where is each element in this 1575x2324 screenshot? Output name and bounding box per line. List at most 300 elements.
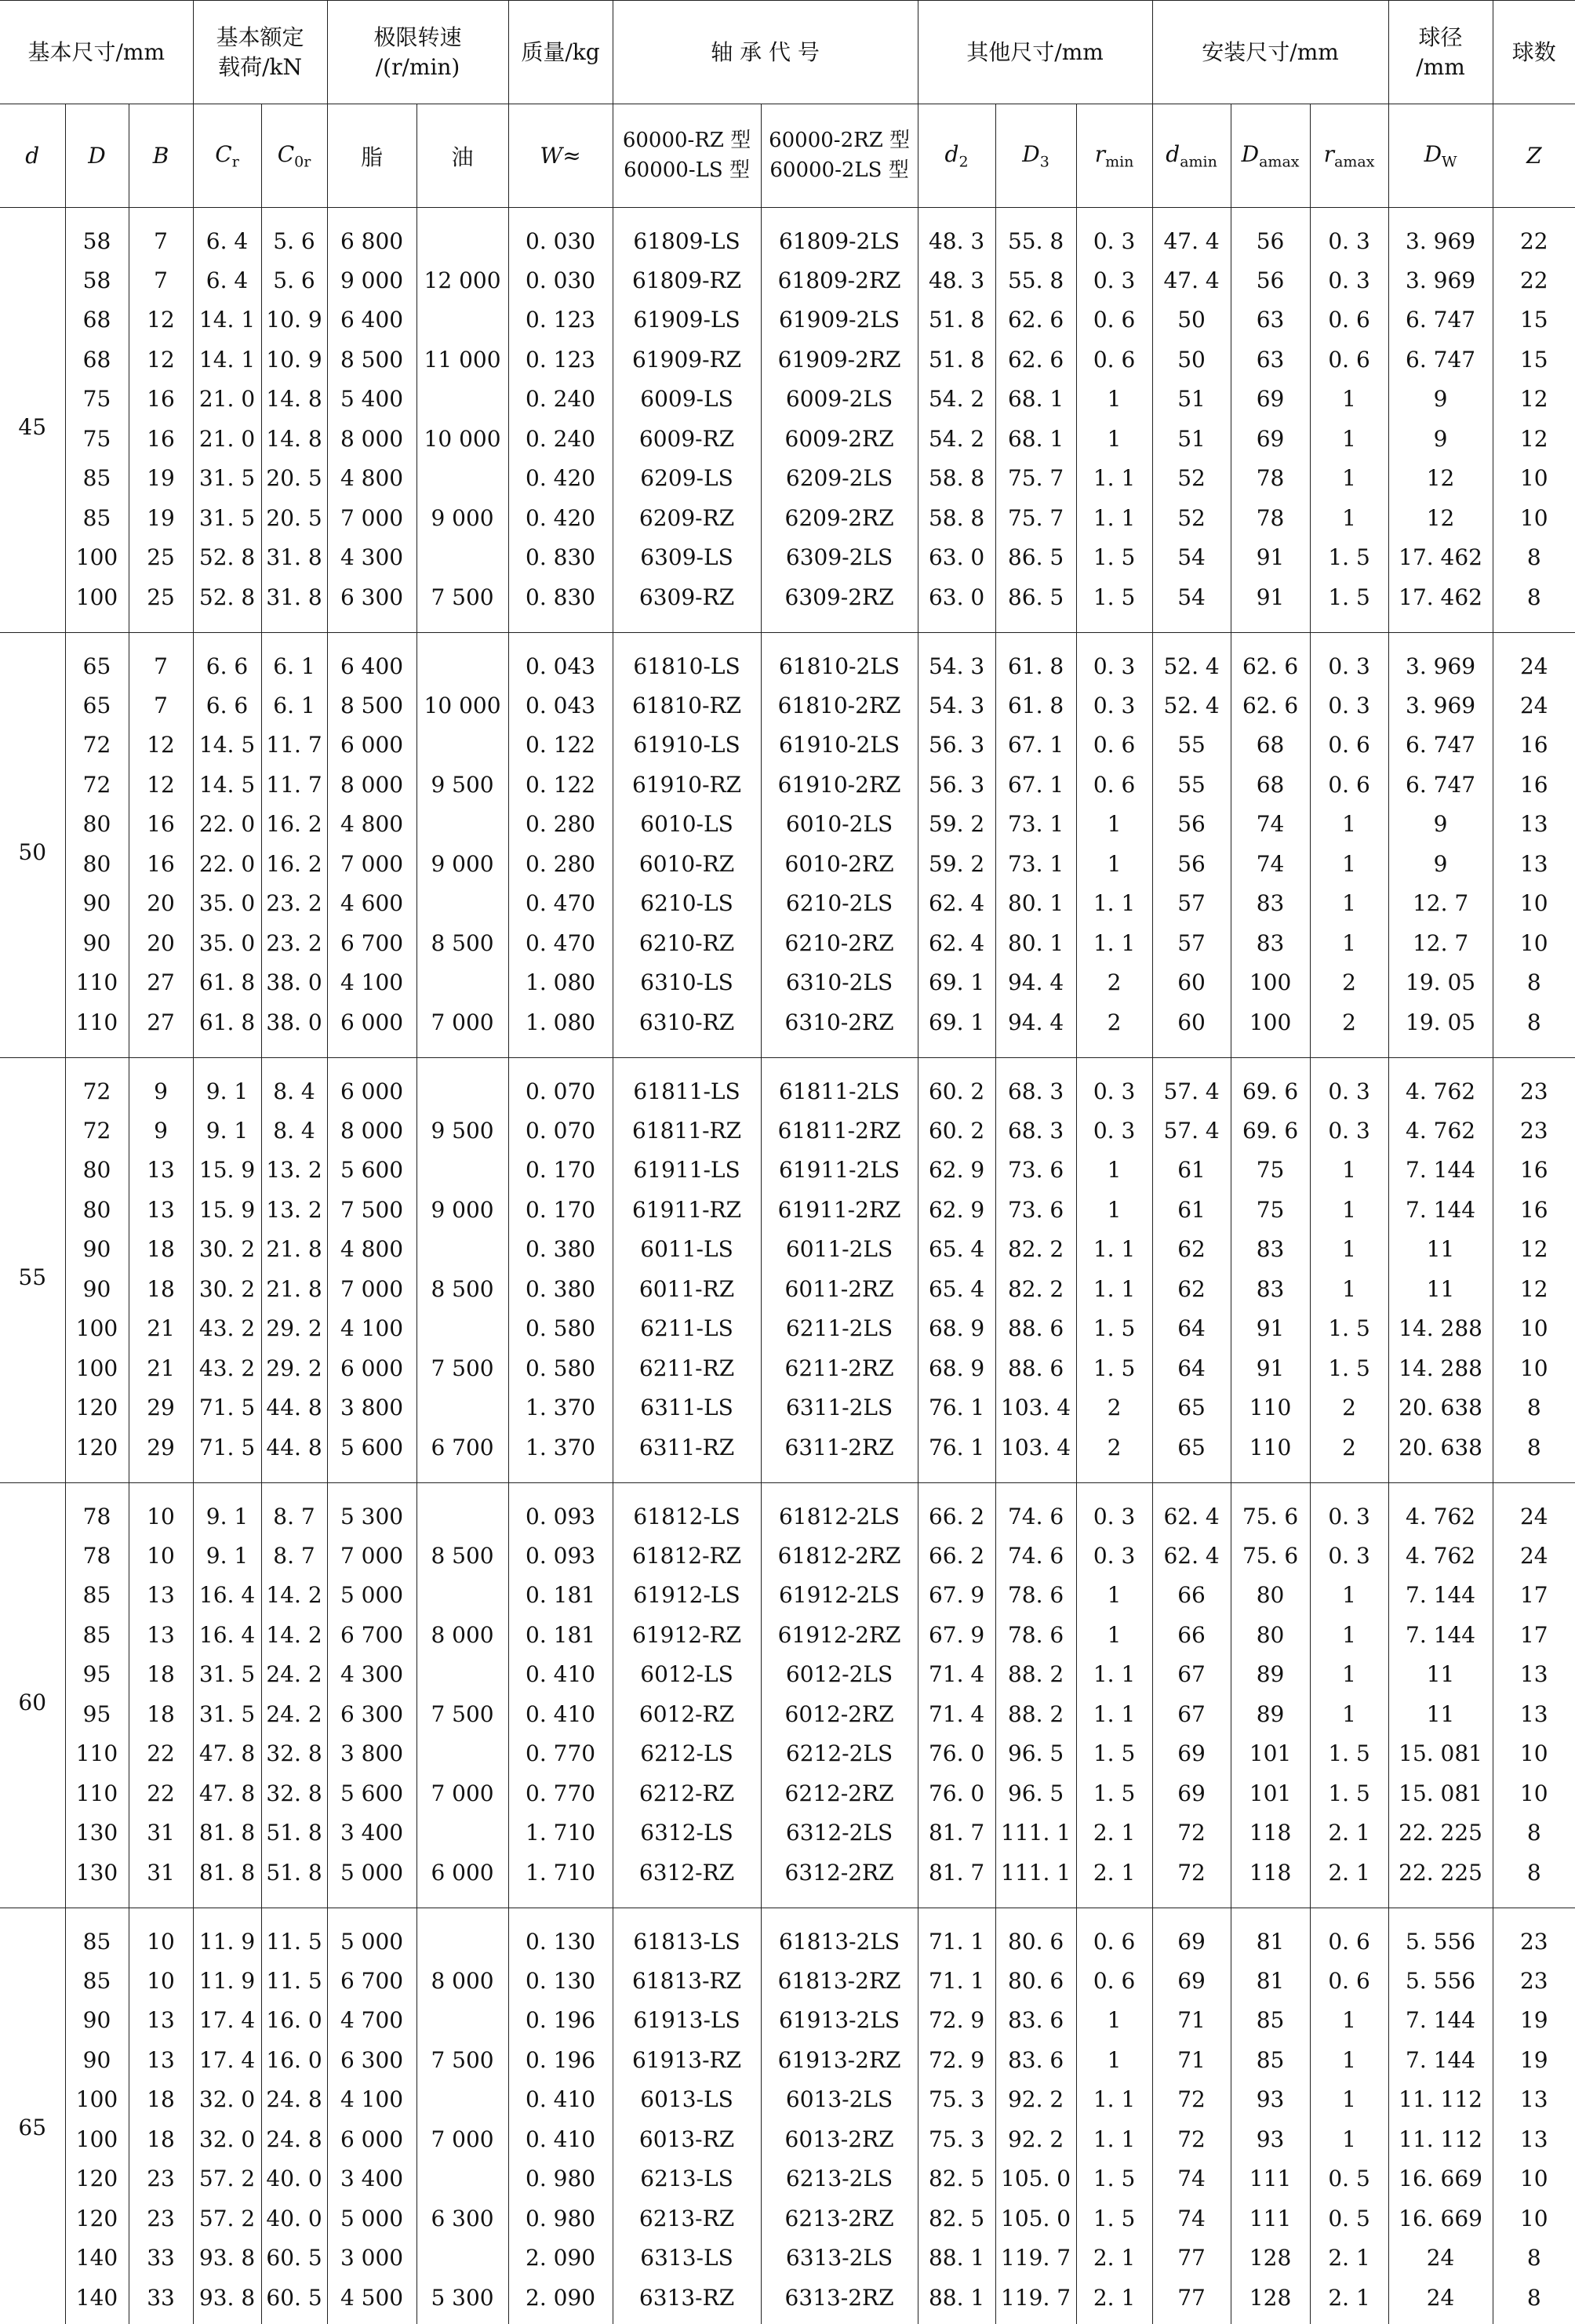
- cell-ramax: 1: [1310, 1655, 1388, 1695]
- cell-ball-diameter: 5. 556: [1388, 1908, 1493, 1962]
- cell-code-double: 6309-2LS: [761, 538, 918, 578]
- cell-D3: 78. 6: [995, 1615, 1076, 1655]
- cell-grease-speed: 6 000: [327, 1058, 416, 1111]
- cell-oil-speed: [416, 1813, 508, 1853]
- cell-D3: 80. 6: [995, 1961, 1076, 2001]
- header-row-sub: [0, 104, 1575, 208]
- cell-D: 72: [65, 1058, 129, 1111]
- cell-ball-count: 13: [1493, 844, 1575, 884]
- cell-code-double: 6213-2RZ: [761, 2199, 918, 2239]
- cell-code-double: 6010-2RZ: [761, 844, 918, 884]
- cell-oil-speed: 6 300: [416, 2199, 508, 2239]
- cell-rmin: 2. 1: [1076, 1813, 1152, 1853]
- cell-d2: 71. 4: [918, 1694, 995, 1734]
- cell-code-double: 6213-2LS: [761, 2159, 918, 2199]
- cell-B: 18: [129, 1269, 193, 1309]
- cell-D3: 88. 6: [995, 1348, 1076, 1388]
- cell-code-single: 6310-LS: [613, 963, 761, 1003]
- cell-damin: 55: [1152, 765, 1231, 805]
- cell-grease-speed: 9 000: [327, 260, 416, 300]
- cell-Damax: 75: [1231, 1151, 1310, 1191]
- cell-damin: 61: [1152, 1190, 1231, 1230]
- cell-mass: 0. 030: [508, 208, 613, 261]
- cell-D3: 75. 7: [995, 459, 1076, 499]
- cell-ball-count: 16: [1493, 765, 1575, 805]
- cell-mass: 0. 280: [508, 844, 613, 884]
- cell-oil-speed: [416, 2239, 508, 2279]
- cell-rmin: 0. 6: [1076, 300, 1152, 340]
- cell-code-double: 6312-2RZ: [761, 1853, 918, 1908]
- cell-d2: 65. 4: [918, 1269, 995, 1309]
- cell-grease-speed: 6 800: [327, 208, 416, 261]
- cell-D: 58: [65, 260, 129, 300]
- cell-mass: 0. 130: [508, 1908, 613, 1962]
- cell-code-single: 6009-LS: [613, 380, 761, 420]
- cell-ball-count: 13: [1493, 805, 1575, 845]
- cell-D3: 83. 6: [995, 2040, 1076, 2080]
- cell-C0r: 5. 6: [261, 208, 327, 261]
- cell-Cr: 17. 4: [193, 2001, 261, 2041]
- cell-ball-diameter: 11: [1388, 1230, 1493, 1270]
- cell-D3: 80. 6: [995, 1908, 1076, 1962]
- cell-Cr: 14. 1: [193, 340, 261, 380]
- cell-rmin: 1. 1: [1076, 1269, 1152, 1309]
- cell-damin: 47. 4: [1152, 208, 1231, 261]
- cell-oil-speed: 10 000: [416, 419, 508, 459]
- cell-D: 65: [65, 633, 129, 686]
- cell-d2: 60. 2: [918, 1111, 995, 1151]
- cell-Cr: 9. 1: [193, 1058, 261, 1111]
- cell-ramax: 0. 6: [1310, 1908, 1388, 1962]
- table-row: [0, 1190, 1575, 1230]
- cell-code-double: 61911-2RZ: [761, 1190, 918, 1230]
- cell-D: 80: [65, 844, 129, 884]
- cell-B: 7: [129, 686, 193, 726]
- cell-grease-speed: 5 600: [327, 1773, 416, 1813]
- cell-oil-speed: [416, 2159, 508, 2199]
- cell-C0r: 13. 2: [261, 1190, 327, 1230]
- cell-ball-count: 10: [1493, 1348, 1575, 1388]
- cell-D: 85: [65, 1576, 129, 1616]
- header-mass: 质量/kg: [508, 1, 613, 104]
- cell-mass: 0. 070: [508, 1111, 613, 1151]
- cell-rmin: 1: [1076, 1615, 1152, 1655]
- cell-rmin: 1: [1076, 805, 1152, 845]
- cell-rmin: 1. 5: [1076, 538, 1152, 578]
- cell-ball-count: 17: [1493, 1576, 1575, 1616]
- table-row: [0, 1309, 1575, 1349]
- cell-ball-diameter: 20. 638: [1388, 1388, 1493, 1428]
- cell-ball-diameter: 11: [1388, 1269, 1493, 1309]
- cell-damin: 71: [1152, 2040, 1231, 2080]
- table-row: [0, 2199, 1575, 2239]
- cell-damin: 62. 4: [1152, 1536, 1231, 1576]
- cell-Cr: 9. 1: [193, 1111, 261, 1151]
- cell-ball-diameter: 9: [1388, 380, 1493, 420]
- cell-code-double: 6011-2LS: [761, 1230, 918, 1270]
- cell-D: 85: [65, 1961, 129, 2001]
- cell-Damax: 68: [1231, 765, 1310, 805]
- cell-grease-speed: 6 000: [327, 2119, 416, 2159]
- cell-grease-speed: 3 800: [327, 1388, 416, 1428]
- cell-mass: 1. 370: [508, 1388, 613, 1428]
- cell-D3: 73. 1: [995, 844, 1076, 884]
- cell-B: 13: [129, 1190, 193, 1230]
- cell-rmin: 1. 5: [1076, 1773, 1152, 1813]
- cell-D3: 82. 2: [995, 1269, 1076, 1309]
- cell-ball-count: 15: [1493, 300, 1575, 340]
- cell-mass: 0. 980: [508, 2199, 613, 2239]
- cell-ramax: 1. 5: [1310, 1309, 1388, 1349]
- cell-B: 23: [129, 2159, 193, 2199]
- cell-code-double: 6012-2RZ: [761, 1694, 918, 1734]
- header-Z: Z: [1493, 104, 1575, 208]
- cell-rmin: 2: [1076, 963, 1152, 1003]
- cell-ball-diameter: 7. 144: [1388, 1576, 1493, 1616]
- cell-code-single: 61910-LS: [613, 726, 761, 766]
- cell-ball-diameter: 24: [1388, 2239, 1493, 2279]
- cell-B: 18: [129, 1230, 193, 1270]
- header-Cr: $C_r$: [193, 104, 261, 208]
- cell-B: 21: [129, 1309, 193, 1349]
- cell-Cr: 11. 9: [193, 1961, 261, 2001]
- cell-B: 13: [129, 2040, 193, 2080]
- cell-code-single: 61811-LS: [613, 1058, 761, 1111]
- header-damin: $d_{amin}$: [1152, 104, 1231, 208]
- table-row: [0, 805, 1575, 845]
- cell-Damax: 69. 6: [1231, 1111, 1310, 1151]
- cell-d2: 82. 5: [918, 2159, 995, 2199]
- cell-D3: 83. 6: [995, 2001, 1076, 2041]
- table-row: [0, 1908, 1575, 1962]
- cell-C0r: 16. 0: [261, 2001, 327, 2041]
- cell-ball-diameter: 22. 225: [1388, 1853, 1493, 1908]
- cell-grease-speed: 5 600: [327, 1427, 416, 1483]
- cell-Cr: 93. 8: [193, 2278, 261, 2324]
- cell-Cr: 22. 0: [193, 805, 261, 845]
- cell-code-double: 61909-2RZ: [761, 340, 918, 380]
- cell-B: 7: [129, 260, 193, 300]
- cell-mass: 0. 410: [508, 1655, 613, 1695]
- cell-D: 100: [65, 538, 129, 578]
- cell-Damax: 101: [1231, 1773, 1310, 1813]
- header-row-top: [0, 1, 1575, 104]
- cell-Cr: 81. 8: [193, 1813, 261, 1853]
- cell-D3: 74. 6: [995, 1483, 1076, 1537]
- cell-D3: 86. 5: [995, 577, 1076, 633]
- cell-damin: 65: [1152, 1388, 1231, 1428]
- cell-Damax: 62. 6: [1231, 686, 1310, 726]
- cell-Cr: 31. 5: [193, 498, 261, 538]
- cell-C0r: 21. 8: [261, 1230, 327, 1270]
- cell-Cr: 61. 8: [193, 963, 261, 1003]
- cell-Damax: 56: [1231, 208, 1310, 261]
- cell-grease-speed: 6 000: [327, 726, 416, 766]
- cell-ramax: 1: [1310, 1615, 1388, 1655]
- cell-d2: 51. 8: [918, 340, 995, 380]
- cell-oil-speed: 8 000: [416, 1615, 508, 1655]
- cell-damin: 50: [1152, 340, 1231, 380]
- cell-d2: 82. 5: [918, 2199, 995, 2239]
- cell-grease-speed: 7 000: [327, 498, 416, 538]
- cell-B: 27: [129, 963, 193, 1003]
- cell-damin: 74: [1152, 2159, 1231, 2199]
- cell-ramax: 1: [1310, 2080, 1388, 2120]
- cell-code-double: 6210-2RZ: [761, 923, 918, 963]
- cell-Damax: 83: [1231, 1230, 1310, 1270]
- cell-Damax: 91: [1231, 1348, 1310, 1388]
- cell-ramax: 0. 3: [1310, 208, 1388, 261]
- cell-C0r: 10. 9: [261, 300, 327, 340]
- cell-ball-count: 10: [1493, 498, 1575, 538]
- cell-D3: 88. 6: [995, 1309, 1076, 1349]
- cell-B: 16: [129, 844, 193, 884]
- cell-ball-count: 10: [1493, 1309, 1575, 1349]
- cell-ball-diameter: 6. 747: [1388, 726, 1493, 766]
- cell-grease-speed: 8 500: [327, 686, 416, 726]
- cell-d: 60: [0, 1483, 65, 1908]
- cell-code-single: 6309-LS: [613, 538, 761, 578]
- cell-ball-count: 24: [1493, 1536, 1575, 1576]
- cell-C0r: 31. 8: [261, 538, 327, 578]
- cell-ball-count: 8: [1493, 1388, 1575, 1428]
- cell-code-double: 61809-2RZ: [761, 260, 918, 300]
- cell-oil-speed: [416, 380, 508, 420]
- table-row: [0, 2001, 1575, 2041]
- cell-D3: 74. 6: [995, 1536, 1076, 1576]
- cell-Damax: 93: [1231, 2119, 1310, 2159]
- cell-oil-speed: [416, 805, 508, 845]
- header-limit-speed: 极限转速 /(r/min): [327, 1, 508, 104]
- cell-Damax: 100: [1231, 963, 1310, 1003]
- table-row: [0, 1058, 1575, 1111]
- table-row: [0, 2040, 1575, 2080]
- cell-Cr: 52. 8: [193, 538, 261, 578]
- cell-Cr: 71. 5: [193, 1427, 261, 1483]
- cell-d2: 72. 9: [918, 2040, 995, 2080]
- cell-B: 31: [129, 1853, 193, 1908]
- cell-code-single: 6313-LS: [613, 2239, 761, 2279]
- cell-D3: 94. 4: [995, 963, 1076, 1003]
- cell-d2: 68. 9: [918, 1309, 995, 1349]
- cell-code-single: 6210-LS: [613, 884, 761, 924]
- cell-code-single: 6011-LS: [613, 1230, 761, 1270]
- table-row: [0, 1961, 1575, 2001]
- cell-mass: 0. 470: [508, 884, 613, 924]
- cell-D3: 92. 2: [995, 2080, 1076, 2120]
- table-row: [0, 726, 1575, 766]
- cell-mass: 1. 370: [508, 1427, 613, 1483]
- cell-d2: 65. 4: [918, 1230, 995, 1270]
- table-row: [0, 459, 1575, 499]
- cell-rmin: 2: [1076, 1427, 1152, 1483]
- cell-code-double: 6313-2LS: [761, 2239, 918, 2279]
- cell-grease-speed: 3 800: [327, 1734, 416, 1774]
- cell-D3: 73. 6: [995, 1151, 1076, 1191]
- cell-grease-speed: 6 700: [327, 1615, 416, 1655]
- cell-D: 80: [65, 805, 129, 845]
- cell-D: 72: [65, 765, 129, 805]
- cell-d2: 58. 8: [918, 498, 995, 538]
- cell-Cr: 15. 9: [193, 1151, 261, 1191]
- cell-D: 90: [65, 1230, 129, 1270]
- cell-B: 21: [129, 1348, 193, 1388]
- cell-Damax: 110: [1231, 1388, 1310, 1428]
- cell-damin: 67: [1152, 1655, 1231, 1695]
- cell-code-double: 6312-2LS: [761, 1813, 918, 1853]
- cell-Damax: 118: [1231, 1853, 1310, 1908]
- cell-oil-speed: 7 500: [416, 1694, 508, 1734]
- cell-ramax: 1. 5: [1310, 1734, 1388, 1774]
- cell-grease-speed: 4 700: [327, 2001, 416, 2041]
- cell-C0r: 29. 2: [261, 1348, 327, 1388]
- cell-Cr: 43. 2: [193, 1348, 261, 1388]
- cell-ramax: 1: [1310, 923, 1388, 963]
- cell-ramax: 1: [1310, 459, 1388, 499]
- cell-D3: 67. 1: [995, 726, 1076, 766]
- cell-ramax: 0. 3: [1310, 633, 1388, 686]
- cell-mass: 0. 122: [508, 726, 613, 766]
- cell-code-double: 6209-2LS: [761, 459, 918, 499]
- cell-grease-speed: 4 100: [327, 2080, 416, 2120]
- cell-oil-speed: 10 000: [416, 686, 508, 726]
- cell-code-single: 6311-LS: [613, 1388, 761, 1428]
- cell-rmin: 0. 3: [1076, 260, 1152, 300]
- cell-Cr: 32. 0: [193, 2119, 261, 2159]
- cell-damin: 69: [1152, 1773, 1231, 1813]
- cell-C0r: 51. 8: [261, 1853, 327, 1908]
- cell-B: 19: [129, 498, 193, 538]
- cell-Damax: 69. 6: [1231, 1058, 1310, 1111]
- cell-rmin: 1. 1: [1076, 1694, 1152, 1734]
- cell-damin: 57: [1152, 884, 1231, 924]
- cell-C0r: 44. 8: [261, 1388, 327, 1428]
- cell-grease-speed: 4 300: [327, 1655, 416, 1695]
- cell-ball-diameter: 3. 969: [1388, 686, 1493, 726]
- cell-ball-count: 10: [1493, 1773, 1575, 1813]
- cell-code-double: 61911-2LS: [761, 1151, 918, 1191]
- table-row: [0, 2239, 1575, 2279]
- cell-mass: 0. 070: [508, 1058, 613, 1111]
- cell-B: 23: [129, 2199, 193, 2239]
- cell-B: 20: [129, 884, 193, 924]
- cell-mass: 0. 093: [508, 1483, 613, 1537]
- cell-ball-count: 13: [1493, 2119, 1575, 2159]
- cell-rmin: 1. 5: [1076, 1309, 1152, 1349]
- cell-rmin: 1. 5: [1076, 2159, 1152, 2199]
- cell-d2: 75. 3: [918, 2119, 995, 2159]
- cell-C0r: 11. 5: [261, 1961, 327, 2001]
- cell-d2: 59. 2: [918, 805, 995, 845]
- cell-damin: 52: [1152, 498, 1231, 538]
- cell-C0r: 24. 8: [261, 2119, 327, 2159]
- cell-damin: 65: [1152, 1427, 1231, 1483]
- cell-rmin: 2. 1: [1076, 2278, 1152, 2324]
- cell-mass: 0. 181: [508, 1576, 613, 1616]
- cell-code-single: 6312-LS: [613, 1813, 761, 1853]
- cell-D: 75: [65, 380, 129, 420]
- cell-mass: 1. 710: [508, 1853, 613, 1908]
- cell-B: 18: [129, 2119, 193, 2159]
- cell-ramax: 1: [1310, 2001, 1388, 2041]
- cell-ball-diameter: 6. 747: [1388, 765, 1493, 805]
- cell-Cr: 47. 8: [193, 1773, 261, 1813]
- cell-C0r: 60. 5: [261, 2239, 327, 2279]
- cell-D3: 62. 6: [995, 340, 1076, 380]
- cell-grease-speed: 6 000: [327, 1002, 416, 1058]
- cell-B: 7: [129, 208, 193, 261]
- cell-grease-speed: 3 400: [327, 1813, 416, 1853]
- cell-mass: 0. 580: [508, 1348, 613, 1388]
- table-row: [0, 1813, 1575, 1853]
- cell-oil-speed: 6 000: [416, 1853, 508, 1908]
- cell-rmin: 0. 3: [1076, 633, 1152, 686]
- cell-rmin: 1. 1: [1076, 884, 1152, 924]
- cell-grease-speed: 3 000: [327, 2239, 416, 2279]
- cell-D: 100: [65, 577, 129, 633]
- cell-oil-speed: [416, 1151, 508, 1191]
- cell-D: 120: [65, 1427, 129, 1483]
- header-d: d: [0, 104, 65, 208]
- cell-mass: 0. 170: [508, 1151, 613, 1191]
- header-ball-count: 球数: [1493, 1, 1575, 104]
- cell-code-single: 6212-LS: [613, 1734, 761, 1774]
- table-row: [0, 260, 1575, 300]
- cell-ramax: 0. 3: [1310, 686, 1388, 726]
- cell-grease-speed: 8 000: [327, 1111, 416, 1151]
- cell-D: 90: [65, 1269, 129, 1309]
- cell-damin: 64: [1152, 1348, 1231, 1388]
- cell-C0r: 11. 7: [261, 726, 327, 766]
- cell-B: 29: [129, 1388, 193, 1428]
- cell-grease-speed: 5 400: [327, 380, 416, 420]
- cell-C0r: 44. 8: [261, 1427, 327, 1483]
- cell-Cr: 17. 4: [193, 2040, 261, 2080]
- cell-D3: 68. 3: [995, 1058, 1076, 1111]
- cell-code-single: 6312-RZ: [613, 1853, 761, 1908]
- table-row: [0, 208, 1575, 261]
- header-basic-load: 基本额定 载荷/kN: [193, 1, 327, 104]
- cell-code-single: 6212-RZ: [613, 1773, 761, 1813]
- cell-code-double: 6013-2RZ: [761, 2119, 918, 2159]
- header-basic-dims: 基本尺寸/mm: [0, 1, 193, 104]
- cell-D: 72: [65, 726, 129, 766]
- cell-damin: 60: [1152, 963, 1231, 1003]
- cell-code-double: 61913-2LS: [761, 2001, 918, 2041]
- table-row: [0, 419, 1575, 459]
- cell-grease-speed: 5 000: [327, 2199, 416, 2239]
- cell-mass: 0. 380: [508, 1230, 613, 1270]
- cell-d2: 62. 9: [918, 1151, 995, 1191]
- cell-ramax: 1: [1310, 884, 1388, 924]
- cell-Cr: 31. 5: [193, 1694, 261, 1734]
- table-row: [0, 1853, 1575, 1908]
- cell-rmin: 1. 5: [1076, 577, 1152, 633]
- cell-code-double: 61912-2RZ: [761, 1615, 918, 1655]
- cell-code-double: 6009-2LS: [761, 380, 918, 420]
- cell-damin: 66: [1152, 1615, 1231, 1655]
- cell-d2: 59. 2: [918, 844, 995, 884]
- cell-d2: 71. 1: [918, 1961, 995, 2001]
- cell-rmin: 0. 3: [1076, 208, 1152, 261]
- cell-ball-count: 13: [1493, 1655, 1575, 1695]
- cell-D3: 82. 2: [995, 1230, 1076, 1270]
- cell-B: 31: [129, 1813, 193, 1853]
- cell-d2: 54. 2: [918, 380, 995, 420]
- cell-ball-diameter: 20. 638: [1388, 1427, 1493, 1483]
- cell-rmin: 2: [1076, 1002, 1152, 1058]
- cell-mass: 0. 123: [508, 300, 613, 340]
